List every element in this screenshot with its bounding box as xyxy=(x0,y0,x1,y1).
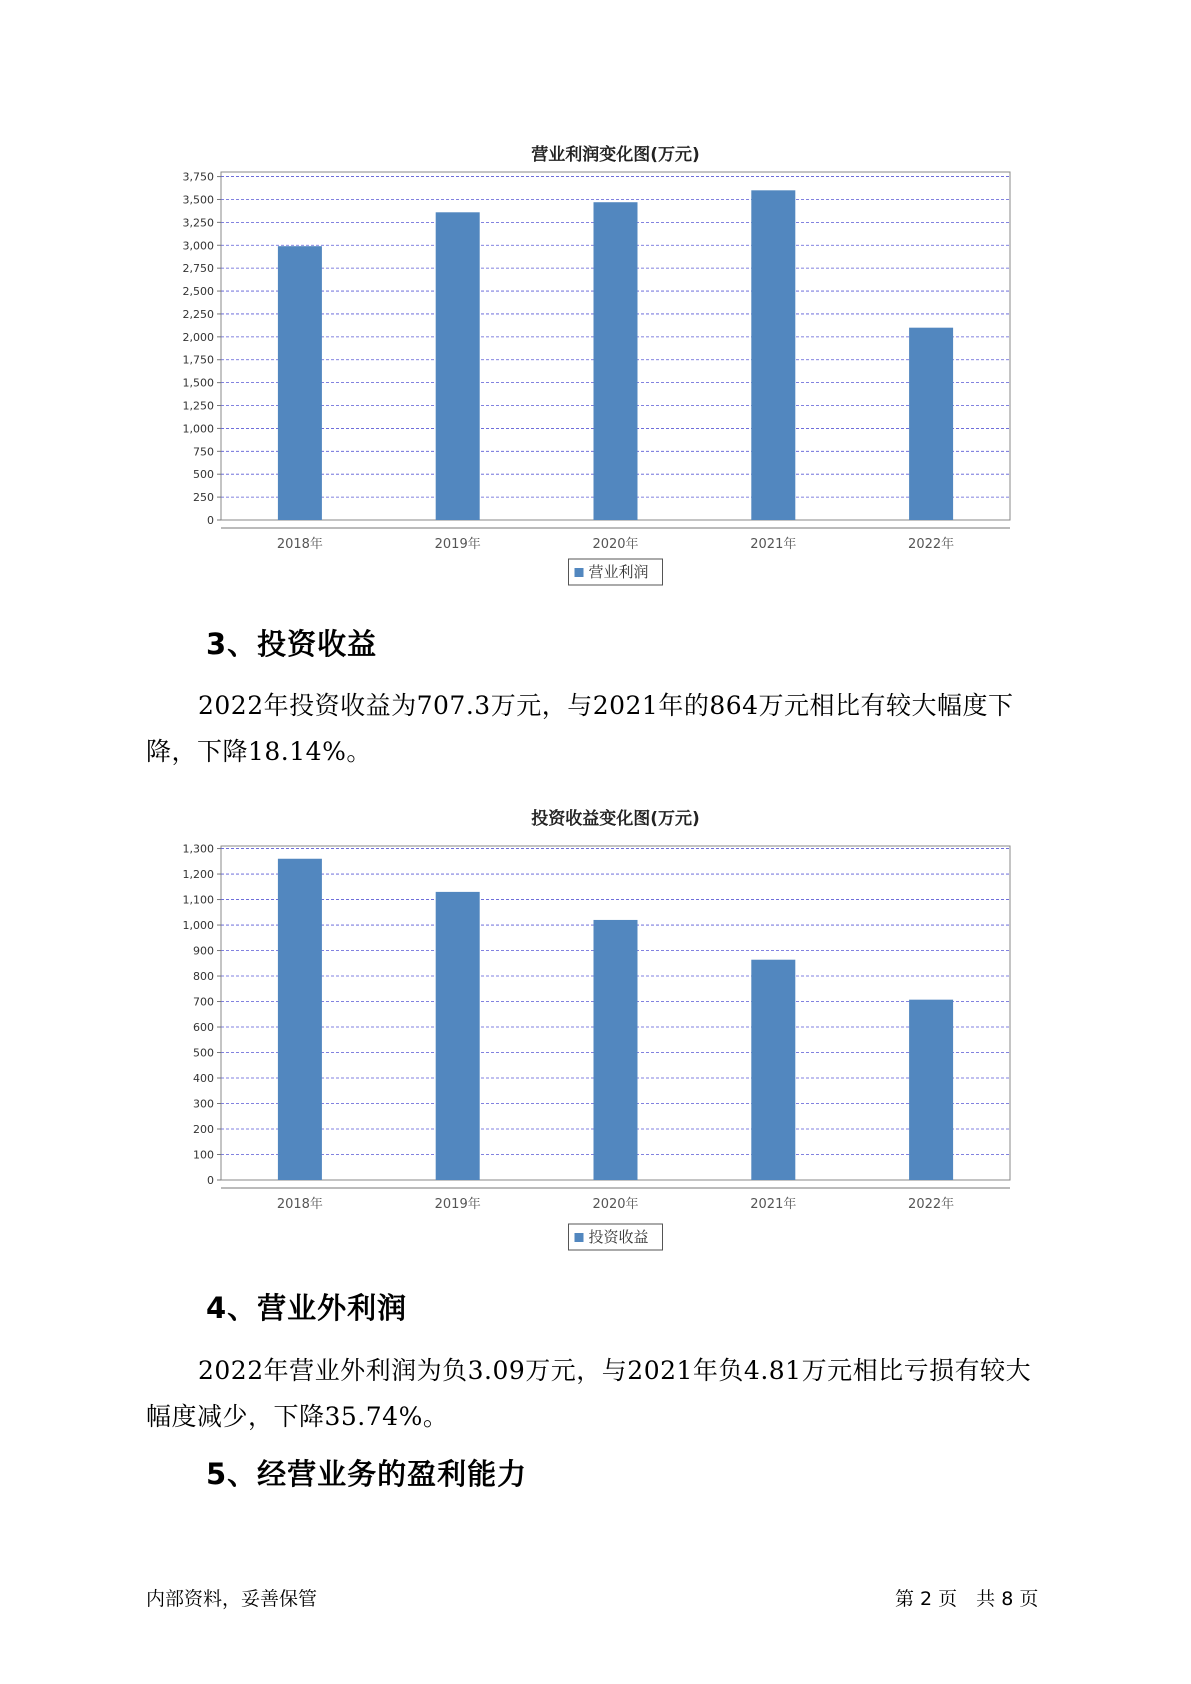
bar-2018年 xyxy=(278,859,322,1180)
y-tick-label: 3,000 xyxy=(182,239,214,253)
y-tick-label: 0 xyxy=(207,1174,214,1187)
y-tick-label: 1,000 xyxy=(182,422,214,436)
y-tick-label: 3,500 xyxy=(182,193,214,207)
y-tick-label: 500 xyxy=(193,468,214,482)
legend-label: 投资收益 xyxy=(588,1228,649,1246)
bar-2021年 xyxy=(751,960,795,1180)
bar-2019年 xyxy=(436,892,480,1180)
x-tick-label: 2019年 xyxy=(434,537,481,552)
y-tick-label: 3,750 xyxy=(182,170,214,184)
footer-confidential-note: 内部资料，妥善保管 xyxy=(146,1588,318,1610)
y-tick-label: 2,000 xyxy=(182,330,214,344)
x-tick-label: 2021年 xyxy=(750,537,797,552)
section-5-heading: 5、经营业务的盈利能力 xyxy=(206,1457,528,1491)
y-tick-label: 1,200 xyxy=(182,868,214,882)
y-tick-label: 700 xyxy=(193,995,214,1009)
legend-swatch xyxy=(575,1233,584,1242)
x-tick-label: 2018年 xyxy=(276,1197,323,1212)
y-tick-label: 800 xyxy=(193,970,214,984)
y-tick-label: 250 xyxy=(193,491,214,505)
y-tick-label: 100 xyxy=(193,1148,214,1162)
x-tick-label: 2018年 xyxy=(276,537,323,552)
x-tick-label: 2022年 xyxy=(908,537,955,552)
y-tick-label: 300 xyxy=(193,1097,214,1111)
bar-2020年 xyxy=(594,920,638,1180)
y-tick-label: 1,750 xyxy=(182,353,214,367)
chart-title: 投资收益变化图(万元) xyxy=(531,809,700,829)
section-4-heading: 4、营业外利润 xyxy=(206,1291,408,1325)
chart-title: 营业利润变化图(万元) xyxy=(531,145,700,165)
y-tick-label: 1,250 xyxy=(182,399,214,413)
x-tick-label: 2020年 xyxy=(592,1197,639,1212)
y-tick-label: 1,100 xyxy=(182,893,214,907)
x-tick-label: 2022年 xyxy=(908,1197,955,1212)
x-tick-label: 2020年 xyxy=(592,537,639,552)
section-3-heading: 3、投资收益 xyxy=(206,627,378,661)
y-tick-label: 2,500 xyxy=(182,285,214,299)
y-tick-label: 900 xyxy=(193,944,214,958)
y-tick-label: 200 xyxy=(193,1123,214,1137)
section-4-paragraph: 2022年营业外利润为负3.09万元，与2021年负4.81万元相比亏损有较大幅度减少，下降35.74%。 xyxy=(146,1356,1032,1431)
y-tick-label: 0 xyxy=(207,514,214,527)
footer-page-number: 第 2 页 共 8 页 xyxy=(895,1588,1039,1610)
y-tick-label: 2,250 xyxy=(182,307,214,321)
y-tick-label: 3,250 xyxy=(182,216,214,230)
bar-2022年 xyxy=(909,1000,953,1180)
section-3-paragraph: 2022年投资收益为707.3万元，与2021年的864万元相比有较大幅度下降，下降18.14%。 xyxy=(146,691,1014,766)
legend-label: 营业利润 xyxy=(588,563,649,581)
y-tick-label: 1,500 xyxy=(182,376,214,390)
x-tick-label: 2019年 xyxy=(434,1197,481,1212)
y-tick-label: 750 xyxy=(193,445,214,459)
y-tick-label: 1,300 xyxy=(182,842,214,856)
y-tick-label: 2,750 xyxy=(182,262,214,276)
y-tick-label: 1,000 xyxy=(182,919,214,933)
y-tick-label: 400 xyxy=(193,1072,214,1086)
y-tick-label: 500 xyxy=(193,1046,214,1060)
x-tick-label: 2021年 xyxy=(750,1197,797,1212)
y-tick-label: 600 xyxy=(193,1021,214,1035)
